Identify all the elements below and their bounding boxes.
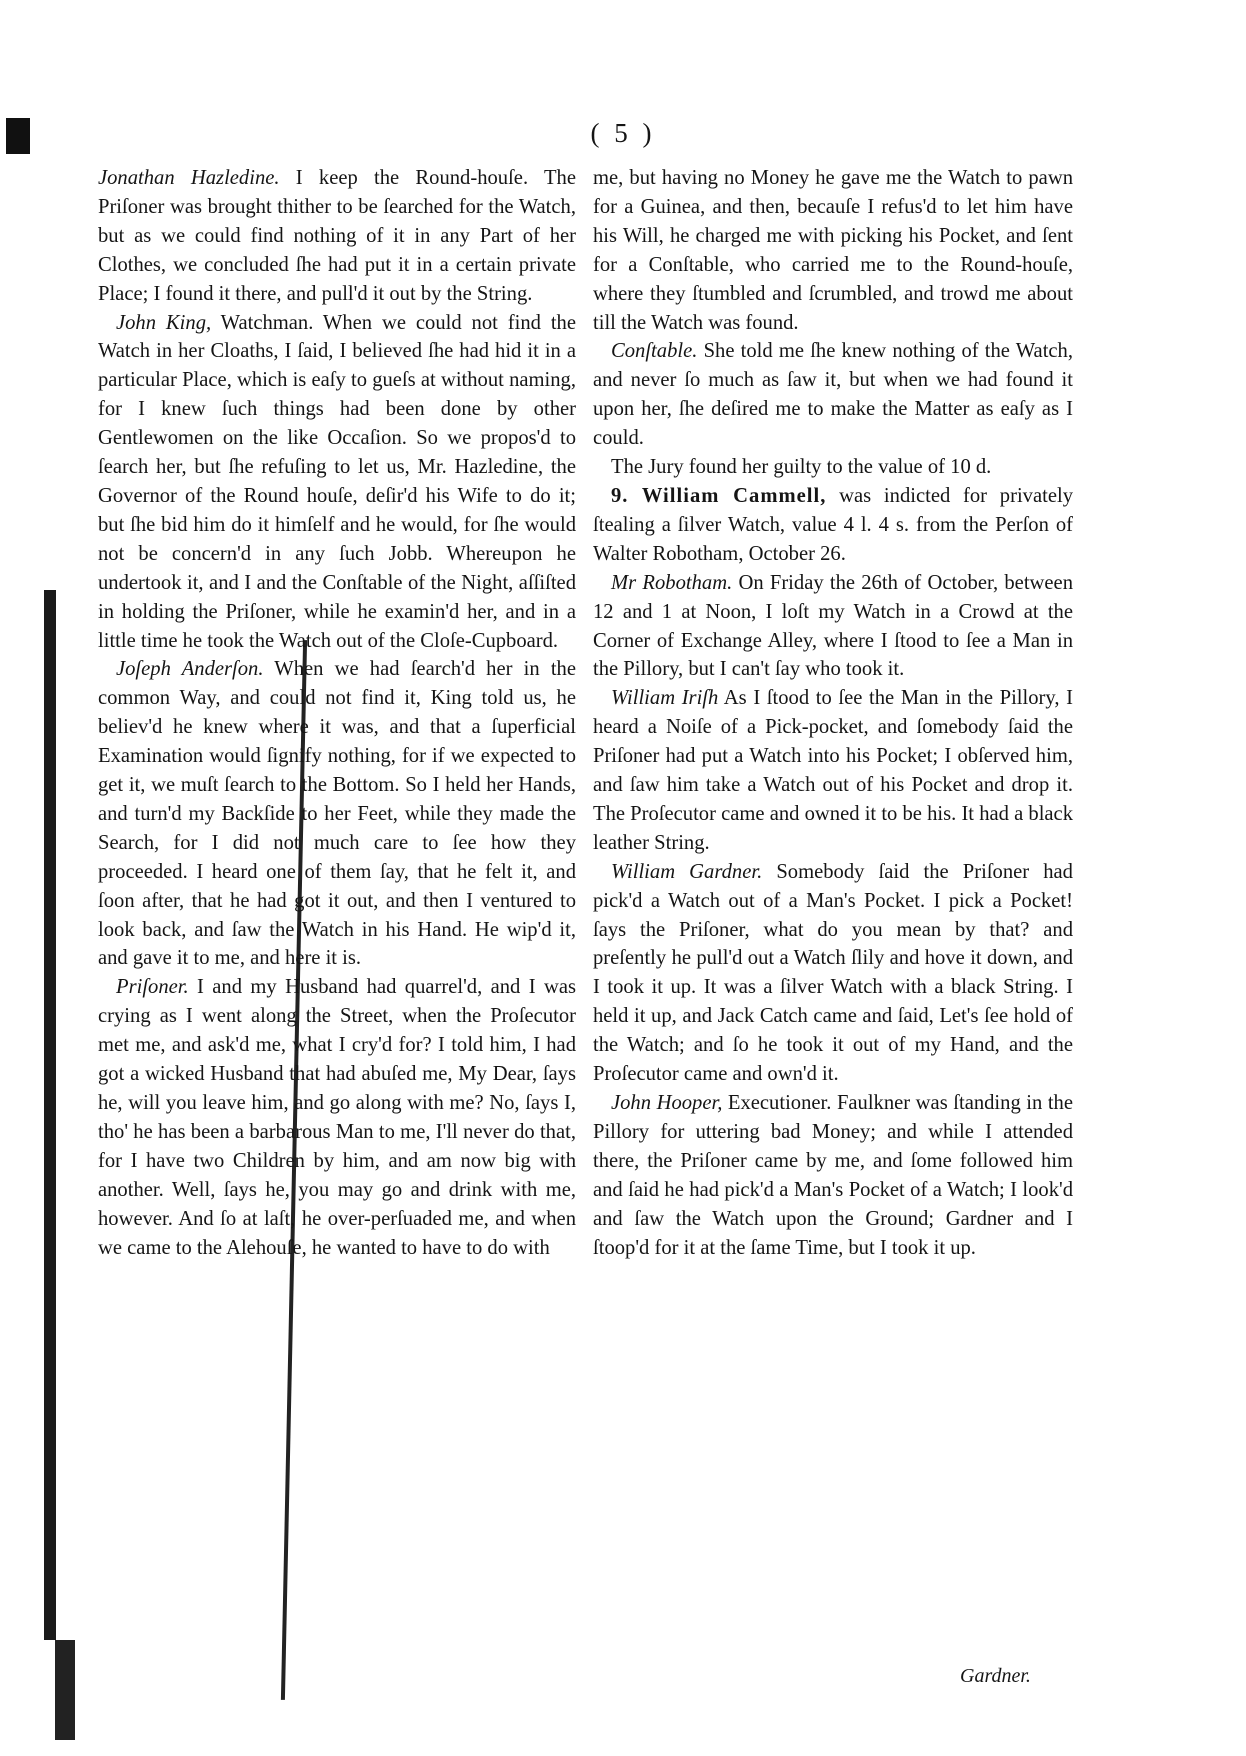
- paragraph-text: was indicted for privately ſtealing a ſilver Watch, value 4 l. 4 s. from the Perſon of Walter Robotham, October 26.: [593, 484, 1073, 565]
- speaker-name: Conſtable.: [611, 340, 698, 363]
- paragraph: [593, 1089, 1073, 1262]
- paragraph-text: She told me ſhe knew nothing of the Watch, and never ſo much as ſaw it, but when we had found it upon her, ſhe deſired me to make the Matter as eaſy as I could.: [593, 340, 1073, 450]
- paragraph: [98, 309, 576, 656]
- paragraph: [593, 684, 1073, 857]
- paragraph: [593, 858, 1073, 1089]
- paragraph: [593, 569, 1073, 685]
- paragraph-text: I keep the Round-houſe. The Priſoner was brought thither to be ſearched for the Watch, but as we could find nothing of it in any Part of her Clothes, we concluded ſhe had put it in a certain private Place; I found it there, and pull'd it out by the String.: [98, 167, 576, 305]
- paragraph-text: Somebody ſaid the Priſoner had pick'd a Watch out of a Man's Pocket. I pick a Pocket! ſays the Priſoner, what do you mean by that? and preſently he pull'd out a Watch ſlily and hove it down, and I took it up. It was a ſilver Watch with a black String. I held it up, and Jack Catch came and ſaid, Let's ſee hold of the Watch; and ſo he took it out of my Hand, and the Proſecutor came and own'd it.: [593, 860, 1073, 1086]
- speaker-name: William Iriſh: [611, 687, 719, 710]
- speaker-name: Priſoner.: [116, 976, 189, 999]
- speaker-name: Mr Robotham.: [611, 571, 733, 594]
- case-heading: [593, 482, 1073, 569]
- paragraph-text: I and my Husband had quarrel'd, and I was crying as I went along the Street, when the Proſecutor met me, and ask'd me, what I cry'd for? I told him, I had got a wicked Husband that had abuſed me, My Dear, ſays he, will you leave him, and go along with me? No, ſays I, tho' he has been a barbarous Man to me, I'll never do that, for I have two Children by him, and am now big with another. Well, ſays he, you may go and drink with me, however. And ſo at laſt, he over-perſuaded me, and when we came to the Alehouſe, he wanted to have to do with: [98, 976, 576, 1259]
- left-column: [98, 164, 576, 1262]
- paragraph-text: The Jury found her guilty to the value of 10 d.: [611, 456, 992, 479]
- paragraph-text: On Friday the 26th of October, between 12 and 1 at Noon, I loſt my Watch in a Crowd at the Corner of Exchange Alley, where I ſtood to ſee a Man in the Pillory, but I can't ſay who took it.: [593, 571, 1073, 681]
- paragraph: [98, 655, 576, 973]
- page-number: ( 5 ): [590, 118, 656, 148]
- paragraph-text: Watchman. When we could not find the Watch in her Cloaths, I ſaid, I believed ſhe had hid it in a particular Place, which is eaſy to gueſs at without naming, for I knew ſuch things had been done by other Gentlewomen on the like Occaſion. So we propos'd to ſearch her, but ſhe refuſing to let us, Mr. Hazledine, the Governor of the Round houſe, deſir'd his Wife to do it; but ſhe bid him do it himſelf and he would, for ſhe would not be concern'd in any ſuch Jobb. Whereupon he undertook it, and I and the Conſtable of the Night, aſſiſted in holding the Priſoner, while he examin'd her, and in a little time he took the Watch out of the Cloſe-Cupboard.: [98, 311, 576, 652]
- speaker-name: Jonathan Hazledine.: [98, 167, 280, 189]
- paragraph-text: When we had ſearch'd her in the common Way, and could not find it, King told us, he believ'd he knew where it was, and that a ſuperficial Examination would ſignify nothing, for if we expected to get it, we muſt ſearch to the Bottom. So I held her Hands, and turn'd my Backſide to her Feet, while they made the Search, for I did not much care to ſee how they proceeded. I heard one of them ſay, that he felt it, and ſoon after, that he had got it out, and then I ventured to look back, and ſaw the Watch in his Hand. He wip'd it, and gave it to me, and here it is.: [98, 658, 576, 970]
- verdict: [593, 453, 1073, 482]
- paragraph-text: As I ſtood to ſee the Man in the Pillory, I heard a Noiſe of a Pick-pocket, and ſomebody ſaid the Priſoner had put a Watch into his Pocket; I obſerved him, and ſaw him take a Watch out of his Pocket and drop it. The Proſecutor came and owned it to be his. It had a black leather String.: [593, 687, 1073, 854]
- paragraph: [98, 973, 576, 1262]
- speaker-name: William Gardner.: [611, 860, 763, 883]
- binding-shadow: [44, 590, 56, 1640]
- paragraph: [593, 337, 1073, 453]
- right-column: [593, 164, 1073, 1262]
- case-number-name: 9. William Cammell,: [611, 484, 827, 507]
- paragraph-text: Executioner. Faulkner was ſtanding in the Pillory for uttering bad Money; and while I attended there, the Priſoner came by me, and ſome followed him and ſaid he had pick'd a Man's Pocket of a Watch; I look'd and ſaw the Watch upon the Ground; Gardner and I ſtoop'd for it at the ſame Time, but I took it up.: [593, 1092, 1073, 1259]
- ink-blot: [55, 1640, 75, 1740]
- speaker-name: Joſeph Anderſon.: [116, 658, 264, 681]
- paragraph-text: me, but having no Money he gave me the Watch to pawn for a Guinea, and then, becauſe I refus'd to let him have his Will, he charged me with picking his Pocket, and ſent for a Conſtable, who carried me to the Round-houſe, where they ſtumbled and ſcrumbled, and trowd me about till the Watch was found.: [593, 167, 1073, 334]
- catchword: Gardner.: [960, 1665, 1031, 1687]
- paragraph: [98, 164, 576, 309]
- speaker-name: John Hooper,: [611, 1092, 723, 1114]
- paragraph: [593, 164, 1073, 337]
- speaker-name: John King,: [116, 311, 212, 334]
